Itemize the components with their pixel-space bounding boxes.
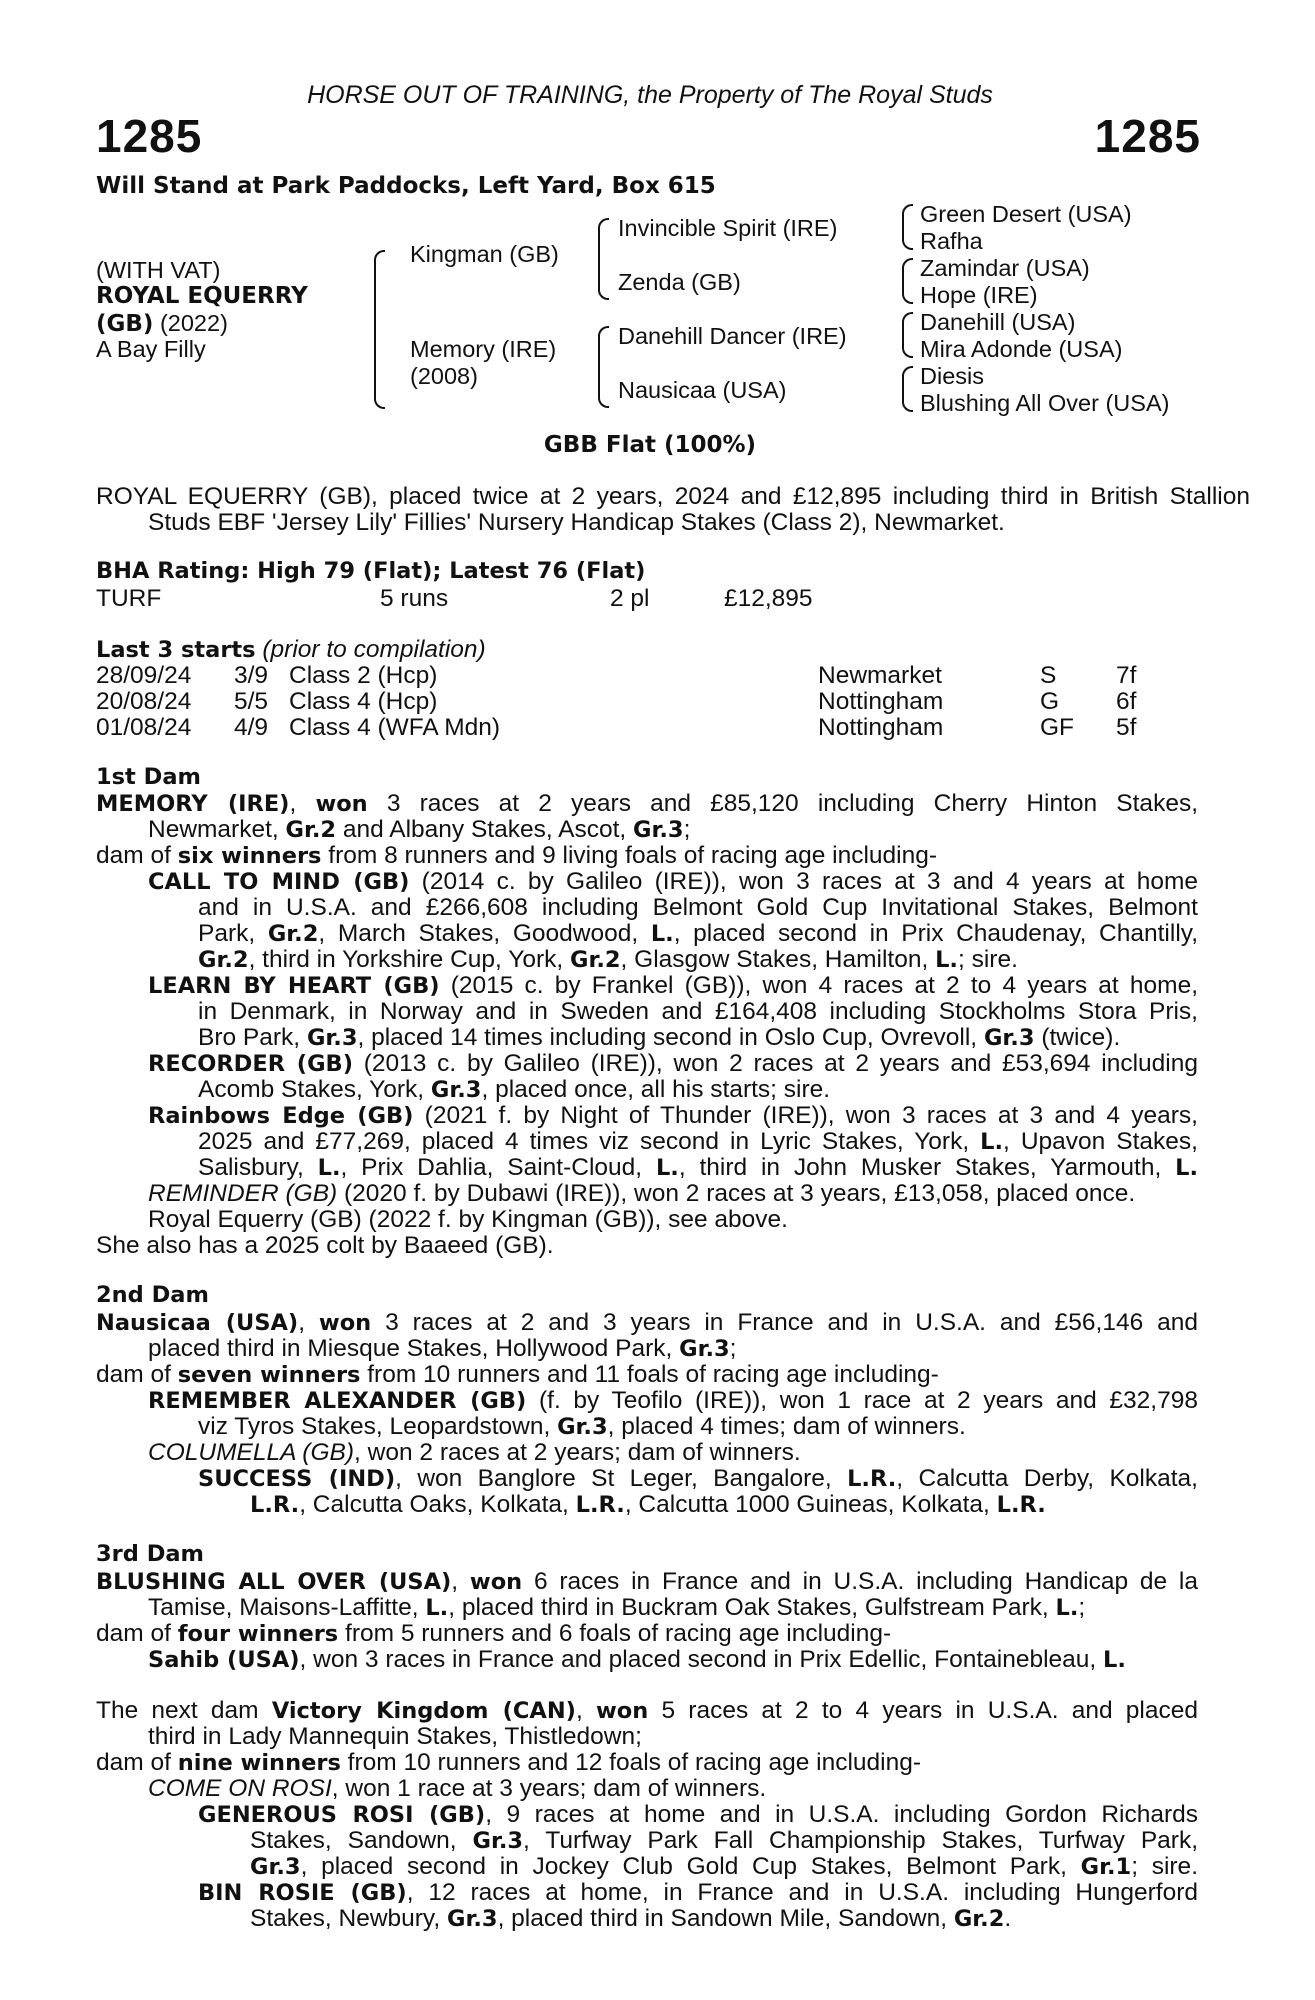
text: dam of (96, 1749, 171, 1776)
text: ; (683, 816, 691, 843)
dam-sire: Danehill Dancer (IRE) (618, 323, 847, 349)
produce-name: CALL TO MIND (GB) (148, 869, 410, 895)
text: , 12 races at home, in France and in U.S.A. including Hungerford (406, 1879, 1198, 1906)
next-dam-dam-of (96, 1750, 921, 1776)
listed-label: L. (980, 1129, 1004, 1155)
brace-dam-parents (598, 326, 609, 408)
text: from 8 runners and 9 living foals of racing age including- (328, 842, 938, 869)
listed-label: L. (650, 921, 674, 947)
start-date: 20/08/24 (96, 688, 192, 715)
brace-dd-parents (902, 366, 913, 412)
dam-dam-dam: Blushing All Over (USA) (920, 390, 1170, 416)
grade-label: Gr.3 (633, 817, 684, 843)
start-going: GF (1040, 714, 1075, 741)
second-dam-heading: 2nd Dam (96, 1282, 209, 1308)
produce-name: REMEMBER ALEXANDER (GB) (148, 1388, 527, 1414)
text: ; (1078, 1594, 1086, 1621)
produce-name: BIN ROSIE (GB) (198, 1880, 407, 1906)
third-dam-line1: BLUSHING ALL OVER (USA), won 6 races in France and in U.S.A. including Handicap de la (96, 1568, 1199, 1595)
winners-count: four winners (177, 1621, 339, 1647)
start-position: 3/9 (234, 662, 269, 689)
first-dam-dam-of (96, 843, 937, 869)
produce-name: LEARN BY HEART (GB) (148, 973, 440, 999)
dam-sire-dam: Mira Adonde (USA) (920, 336, 1123, 362)
start-distance: 5f (1116, 714, 1137, 741)
text: ; (729, 1335, 737, 1362)
produce-royal-equerry: Royal Equerry (GB) (2022 f. by Kingman (GB)), see above. (148, 1206, 788, 1233)
start-date: 28/09/24 (96, 662, 192, 689)
produce-line (198, 921, 1198, 947)
produce-line (250, 1828, 1198, 1854)
horse-year: (2022) (159, 310, 228, 336)
text: from 10 runners and 11 foals of racing age including- (367, 1361, 939, 1388)
bha-rating: BHA Rating: High 79 (Flat); Latest 76 (Flat) (96, 558, 646, 584)
text: , Prix Dahlia, Saint-Cloud, (340, 1154, 643, 1181)
grandproduce-bin-rosie (198, 1880, 1198, 1906)
listed-label: L. (425, 1595, 449, 1621)
sire-sire: Invincible Spirit (IRE) (618, 215, 838, 241)
won-label: won (595, 1698, 649, 1724)
dam-year: (2008) (410, 363, 478, 389)
start-date: 01/08/24 (96, 714, 192, 741)
text: placed third in Miesque Stakes, Hollywood Park, (148, 1335, 673, 1362)
sire: Kingman (GB) (410, 241, 559, 267)
listed-label: L. (317, 1155, 341, 1181)
text: , placed third in Sandown Mile, Sandown, (497, 1905, 947, 1932)
produce-line (250, 1854, 1198, 1880)
winners-count: nine winners (177, 1750, 341, 1776)
start-distance: 6f (1116, 688, 1137, 715)
text: (2013 c. by Galileo (IRE)), won 2 races at 2 years and £53,694 including (363, 1050, 1198, 1077)
won-label: won (318, 1310, 372, 1336)
text: viz Tyros Stakes, Leopardstown, (198, 1413, 551, 1440)
first-dam-also: She also has a 2025 colt by Baaeed (GB). (96, 1232, 554, 1259)
record-earnings: £12,895 (724, 585, 813, 612)
listed-label: L. (935, 947, 958, 973)
third-dam-heading: 3rd Dam (96, 1541, 204, 1567)
text: , won Banglore St Leger, Bangalore, (395, 1465, 832, 1492)
produce-line (198, 1414, 966, 1440)
text: Newmarket, (148, 816, 279, 843)
grade-label: Gr.3 (557, 1414, 608, 1440)
first-dam-name: MEMORY (IRE) (96, 791, 290, 817)
text: ; sire. (1131, 1853, 1198, 1880)
text: , 9 races at home and in U.S.A. including Gordon Richards (485, 1801, 1198, 1828)
second-dam-line1: Nausicaa (USA), won 3 races at 2 and 3 years in France and in U.S.A. and £56,146 and (96, 1309, 1198, 1336)
grandproduce-generous-rosi (198, 1802, 1198, 1828)
text: , placed second in Jockey Club Gold Cup Stakes, Belmont Park, (300, 1853, 1067, 1880)
produce-reminder (148, 1181, 1135, 1207)
text: Salisbury, (198, 1154, 304, 1181)
text: , third in John Musker Stakes, Yarmouth, (678, 1154, 1162, 1181)
produce-name: COME ON ROSI (148, 1775, 332, 1802)
brace-sire-parents (598, 218, 609, 300)
text: , third in Yorkshire Cup, York, (248, 946, 564, 973)
produce-remember-alexander (148, 1388, 1198, 1414)
text: , placed third in Buckram Oak Stakes, Gulfstream Park, (448, 1594, 1049, 1621)
sale-heading: HORSE OUT OF TRAINING, the Property of The Royal Studs (307, 81, 993, 109)
text: dam of (96, 1620, 171, 1647)
sire-dam: Zenda (GB) (618, 269, 741, 295)
text: , March Stakes, Goodwood, (318, 920, 639, 947)
won-label: won (469, 1569, 523, 1595)
produce-name: GENEROUS ROSI (GB) (198, 1802, 486, 1828)
produce-name: RECORDER (GB) (148, 1051, 353, 1077)
text: , Calcutta Oaks, Kolkata, (299, 1491, 569, 1518)
text: Stakes, Newbury, (250, 1905, 441, 1932)
first-dam-line2 (148, 817, 690, 843)
text: , won 3 races in France and placed second in Prix Edellic, Fontainebleau, (299, 1646, 1097, 1673)
last-starts-heading (96, 637, 486, 663)
start-going: S (1040, 662, 1057, 689)
text: , won 1 race at 3 years; dam of winners. (331, 1775, 767, 1802)
grade-label: Gr.2 (285, 817, 337, 843)
third-dam-name: BLUSHING ALL OVER (USA) (96, 1569, 452, 1595)
produce-columella (148, 1440, 801, 1466)
start-race: Class 4 (WFA Mdn) (289, 714, 501, 741)
vat-note: (WITH VAT) (96, 257, 221, 283)
produce-line (198, 1129, 1198, 1155)
brace-parents (374, 250, 385, 409)
grade-label: Gr.2 (198, 947, 249, 973)
produce-line (198, 947, 1018, 973)
record-surface: TURF (96, 585, 162, 612)
grade-label: Gr.2 (569, 947, 621, 973)
produce-sahib (148, 1647, 1126, 1673)
text: Park, (198, 920, 256, 947)
text: 5 races at 2 to 4 years in U.S.A. and placed (661, 1697, 1199, 1724)
produce-line (198, 1077, 830, 1103)
grade-label: Gr.3 (679, 1336, 730, 1362)
horse-origin (96, 311, 228, 336)
sire-sire-dam: Rafha (920, 228, 983, 254)
third-dam-line2 (148, 1595, 1085, 1621)
listed-label: L. (1175, 1155, 1199, 1181)
gbb-badge: GBB Flat (100%) (543, 432, 757, 458)
grade-label: Gr.3 (983, 1025, 1035, 1051)
last-starts-title: Last 3 starts (96, 637, 256, 663)
listed-label: L.R. (996, 1492, 1046, 1518)
text: (2021 f. by Night of Thunder (IRE)), won 3 races at 3 and 4 years, (424, 1102, 1198, 1129)
last-starts-subtitle: (prior to compilation) (262, 636, 486, 663)
won-label: won (315, 791, 368, 817)
listed-label: L. (1055, 1595, 1079, 1621)
horse-name: ROYAL EQUERRY (96, 283, 308, 309)
text: (2015 c. by Frankel (GB)), won 4 races at 2 to 4 years at home, (450, 972, 1198, 999)
listed-label: L. (1103, 1647, 1126, 1673)
text: Bro Park, (198, 1024, 301, 1051)
dam-dam: Nausicaa (USA) (618, 377, 787, 403)
next-dam-line1: The next dam Victory Kingdom (CAN), won 5 races at 2 to 4 years in U.S.A. and placed (96, 1697, 1199, 1724)
brace-ds-parents (902, 312, 913, 358)
start-going: G (1040, 688, 1060, 715)
produce-name: SUCCESS (IND) (198, 1466, 396, 1492)
text: , placed second in Prix Chaudenay, Chantilly, (673, 920, 1198, 947)
dam-dam-sire: Diesis (920, 363, 984, 389)
grade-label: Gr.1 (1080, 1854, 1132, 1880)
produce-name: COLUMELLA (GB) (148, 1439, 355, 1466)
start-course: Newmarket (818, 662, 942, 689)
winners-count: six winners (177, 843, 322, 869)
text: 3 races at 2 and 3 years in France and in U.S.A. and £56,146 and (385, 1309, 1198, 1336)
next-dam-line2: third in Lady Mannequin Stakes, Thistledown; (148, 1723, 642, 1750)
brace-ss-parents (902, 204, 913, 250)
grade-label: Gr.3 (472, 1828, 524, 1854)
text: (f. by Teofilo (IRE)), won 1 race at 2 years and £32,798 (538, 1387, 1198, 1414)
text: and in U.S.A. and £266,608 including Belmont Gold Cup Invitational Stakes, Belmont (198, 894, 1198, 921)
text: The next dam (96, 1697, 259, 1724)
text: Acomb Stakes, York, (198, 1076, 425, 1103)
produce-line (198, 999, 1198, 1025)
start-race: Class 2 (Hcp) (289, 662, 438, 689)
text: , placed 4 times; dam of winners. (607, 1413, 966, 1440)
text: (twice). (1041, 1024, 1121, 1051)
start-course: Nottingham (818, 688, 944, 715)
grade-label: Gr.3 (430, 1077, 482, 1103)
grade-label: Gr.3 (250, 1854, 301, 1880)
text: and Albany Stakes, Ascot, (342, 816, 627, 843)
sire-dam-dam: Hope (IRE) (920, 282, 1038, 308)
lot-number-right: 1285 (1094, 110, 1201, 162)
text: , Turfway Park Fall Championship Stakes, Turfway Park, (523, 1827, 1199, 1854)
horse-country: (GB) (96, 311, 154, 337)
third-dam-dam-of (96, 1621, 891, 1647)
dam: Memory (IRE) (410, 336, 557, 362)
first-dam-line1: MEMORY (IRE), won 3 races at 2 years and £85,120 including Cherry Hinton Stakes, (96, 790, 1198, 817)
produce-line (198, 1025, 1120, 1051)
lot-number-left: 1285 (96, 110, 203, 162)
horse-summary: ROYAL EQUERRY (GB), placed twice at 2 years, 2024 and £12,895 including third in British Stallion Studs EBF 'Jersey Lily' Fillies' Nursery Handicap Stakes (Class 2), Newmarket. (96, 483, 1250, 536)
text: ; sire. (957, 946, 1018, 973)
produce-rainbows-edge (148, 1103, 1198, 1129)
produce-name: REMINDER (GB) (148, 1180, 338, 1207)
start-position: 4/9 (234, 714, 269, 741)
text: Tamise, Maisons-Laffitte, (148, 1594, 419, 1621)
produce-name: Sahib (USA) (148, 1647, 300, 1673)
dam-sire-sire: Danehill (USA) (920, 309, 1076, 335)
grade-label: Gr.3 (447, 1906, 498, 1932)
first-dam-heading: 1st Dam (96, 764, 201, 790)
text: , Upavon Stakes, (1003, 1128, 1198, 1155)
stand-location: Will Stand at Park Paddocks, Left Yard, Box 615 (96, 173, 716, 199)
text: Stakes, Sandown, (250, 1827, 457, 1854)
listed-label: L.R. (847, 1466, 897, 1492)
second-dam-name: Nausicaa (USA) (96, 1310, 299, 1336)
record-runs: 5 runs (380, 585, 449, 612)
grade-label: Gr.2 (267, 921, 319, 947)
text: from 5 runners and 6 foals of racing age including- (345, 1620, 892, 1647)
sire-dam-sire: Zamindar (USA) (920, 255, 1090, 281)
record-placed: 2 pl (610, 585, 650, 612)
second-dam-dam-of (96, 1362, 939, 1388)
produce-line (198, 1155, 1198, 1181)
grade-label: Gr.2 (953, 1906, 1005, 1932)
winners-count: seven winners (177, 1362, 361, 1388)
text: dam of (96, 842, 171, 869)
text: , Calcutta 1000 Guineas, Kolkata, (624, 1491, 990, 1518)
produce-learn-by-heart (148, 973, 1198, 999)
text: , won 2 races at 2 years; dam of winners. (354, 1439, 801, 1466)
start-course: Nottingham (818, 714, 944, 741)
grandproduce-success (198, 1466, 1198, 1492)
text: (2014 c. by Galileo (IRE)), won 3 races at 3 and 4 years at home (421, 868, 1199, 895)
listed-label: L.R. (250, 1492, 300, 1518)
produce-line (250, 1492, 1046, 1518)
produce-recorder (148, 1051, 1198, 1077)
sire-sire-sire: Green Desert (USA) (920, 201, 1132, 227)
horse-description: A Bay Filly (96, 336, 206, 362)
text: from 10 runners and 12 foals of racing age including- (347, 1749, 922, 1776)
produce-line (198, 895, 1198, 921)
produce-name: Rainbows Edge (GB) (148, 1103, 414, 1129)
start-race: Class 4 (Hcp) (289, 688, 438, 715)
text: , placed 14 times including second in Oslo Cup, Ovrevoll, (357, 1024, 978, 1051)
text: , placed once, all his starts; sire. (481, 1076, 831, 1103)
listed-label: L.R. (575, 1492, 625, 1518)
start-distance: 7f (1116, 662, 1137, 689)
text: 2025 and £77,269, placed 4 times viz second in Lyric Stakes, York, (198, 1128, 970, 1155)
first-dam-text: 3 races at 2 years and £85,120 including Cherry Hinton Stakes, (386, 790, 1198, 817)
text: , Calcutta Derby, Kolkata, (896, 1465, 1198, 1492)
next-dam-name: Victory Kingdom (CAN) (271, 1698, 576, 1724)
listed-label: L. (655, 1155, 679, 1181)
second-dam-line2 (148, 1336, 736, 1362)
text: (2020 f. by Dubawi (IRE)), won 2 races at 3 years, £13,058, placed once. (344, 1180, 1136, 1207)
grade-label: Gr.3 (306, 1025, 358, 1051)
text: in Denmark, in Norway and in Sweden and £164,408 including Stockholms Stora Pris, (198, 998, 1198, 1025)
text: 6 races in France and in U.S.A. including Handicap de la (533, 1568, 1199, 1595)
start-position: 5/5 (234, 688, 269, 715)
produce-call-to-mind (148, 869, 1198, 895)
text: , Glasgow Stakes, Hamilton, (620, 946, 929, 973)
text: dam of (96, 1361, 171, 1388)
produce-come-on-rosi (148, 1776, 766, 1802)
brace-sd-parents (902, 258, 913, 304)
produce-line (250, 1906, 1011, 1932)
text: . (1004, 1905, 1012, 1932)
